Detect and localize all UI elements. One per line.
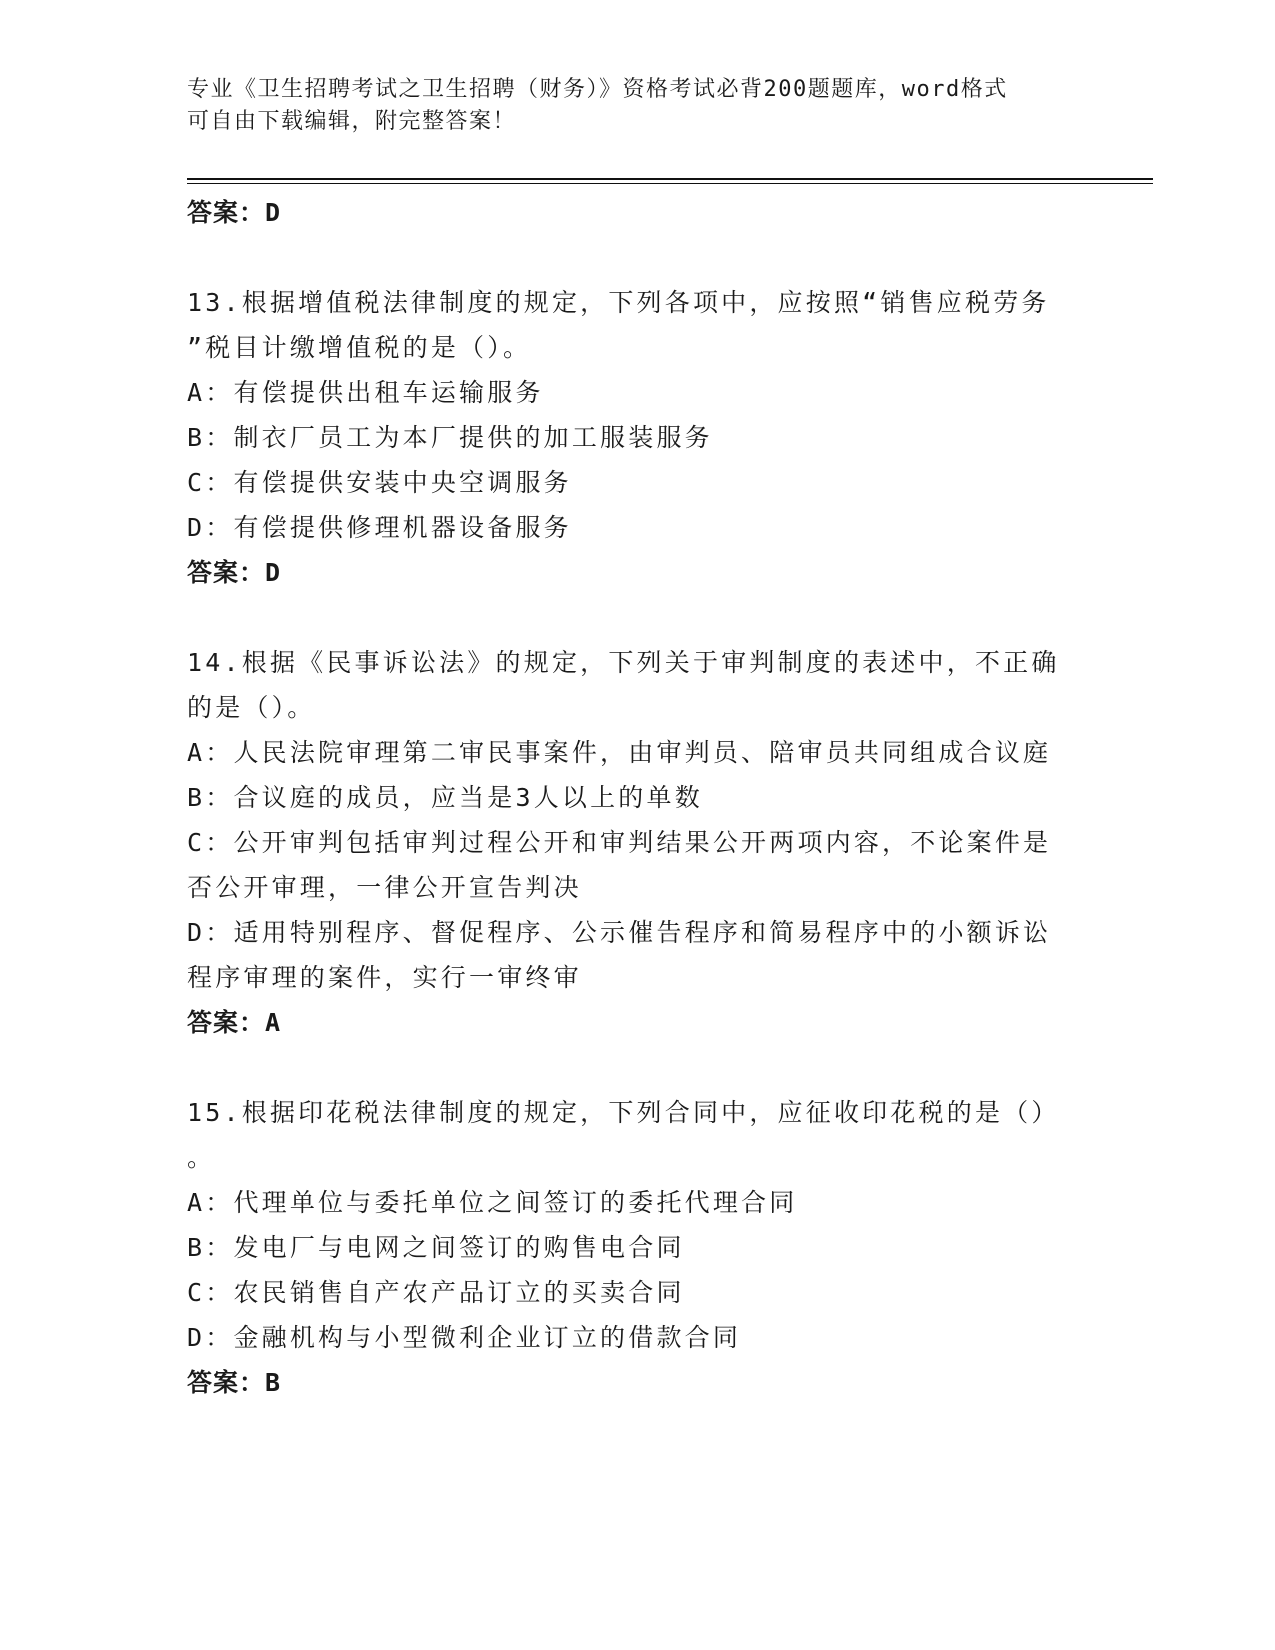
question-text: 13.根据增值税法律制度的规定，下列各项中，应按照“销售应税劳务 ”税目计缴增值税的是（）。 (187, 288, 1050, 362)
previous-answer: 答案：D (187, 198, 282, 227)
answer-line: 答案：A (187, 1008, 282, 1037)
question-14 (187, 640, 1087, 1046)
option-a: A：有偿提供出租车运输服务 (187, 378, 544, 407)
answer-line: 答案：D (187, 558, 282, 587)
option-b: B：发电厂与电网之间签订的购售电合同 (187, 1233, 685, 1262)
header-rule-thin (187, 183, 1153, 184)
answer-line: 答案：B (187, 1368, 282, 1397)
option-b: B：合议庭的成员，应当是3人以上的单数 (187, 783, 703, 812)
page-content (187, 190, 1087, 1406)
option-c: C：有偿提供安装中央空调服务 (187, 468, 572, 497)
option-c: C：农民销售自产农产品订立的买卖合同 (187, 1278, 685, 1307)
question-15 (187, 1090, 1087, 1406)
option-d: D：有偿提供修理机器设备服务 (187, 513, 572, 542)
option-d: D：适用特别程序、督促程序、公示催告程序和简易程序中的小额诉讼 程序审理的案件，实行一审终审 (187, 918, 1052, 992)
question-text: 15.根据印花税法律制度的规定，下列合同中，应征收印花税的是（） 。 (187, 1098, 1060, 1172)
header-note: 专业《卫生招聘考试之卫生招聘（财务）》资格考试必背200题题库，word格式 可自由下载编辑，附完整答案！ (187, 77, 1008, 134)
question-text: 14.根据《民事诉讼法》的规定，下列关于审判制度的表述中，不正确 的是（）。 (187, 648, 1060, 722)
option-c: C：公开审判包括审判过程公开和审判结果公开两项内容，不论案件是 否公开审理，一律公开宣告判决 (187, 828, 1052, 902)
option-a: A：代理单位与委托单位之间签订的委托代理合同 (187, 1188, 798, 1217)
option-b: B：制衣厂员工为本厂提供的加工服装服务 (187, 423, 713, 452)
header-rule-thick (187, 178, 1153, 180)
option-a: A：人民法院审理第二审民事案件，由审判员、陪审员共同组成合议庭 (187, 738, 1052, 767)
option-d: D：金融机构与小型微利企业订立的借款合同 (187, 1323, 742, 1352)
question-13 (187, 280, 1087, 596)
